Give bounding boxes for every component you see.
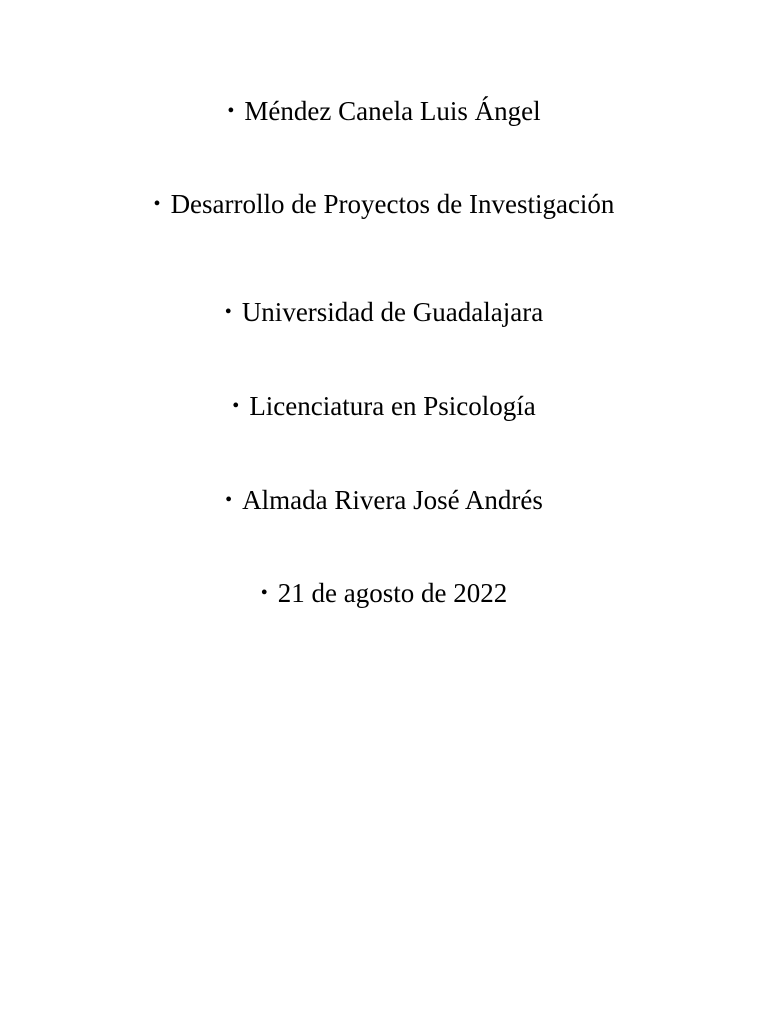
list-item-professor (0, 483, 768, 517)
item-text: Méndez Canela Luis Ángel (244, 96, 541, 126)
bullet-icon: • (225, 489, 233, 511)
bullet-icon: • (227, 100, 235, 122)
list-item-course (0, 187, 768, 221)
item-text: Almada Rivera José Andrés (242, 485, 543, 515)
list-item-date (0, 576, 768, 610)
list-item-university (0, 295, 768, 329)
item-text: Licenciatura en Psicología (249, 391, 536, 421)
bullet-icon: • (260, 582, 268, 604)
bullet-icon: • (232, 395, 240, 417)
item-text: Universidad de Guadalajara (241, 297, 544, 327)
item-text: 21 de agosto de 2022 (277, 578, 508, 608)
bullet-icon: • (153, 193, 161, 215)
item-text: Desarrollo de Proyectos de Investigación (170, 189, 615, 219)
list-item-student-name (0, 94, 768, 128)
list-item-degree (0, 389, 768, 423)
bullet-icon: • (224, 301, 232, 323)
